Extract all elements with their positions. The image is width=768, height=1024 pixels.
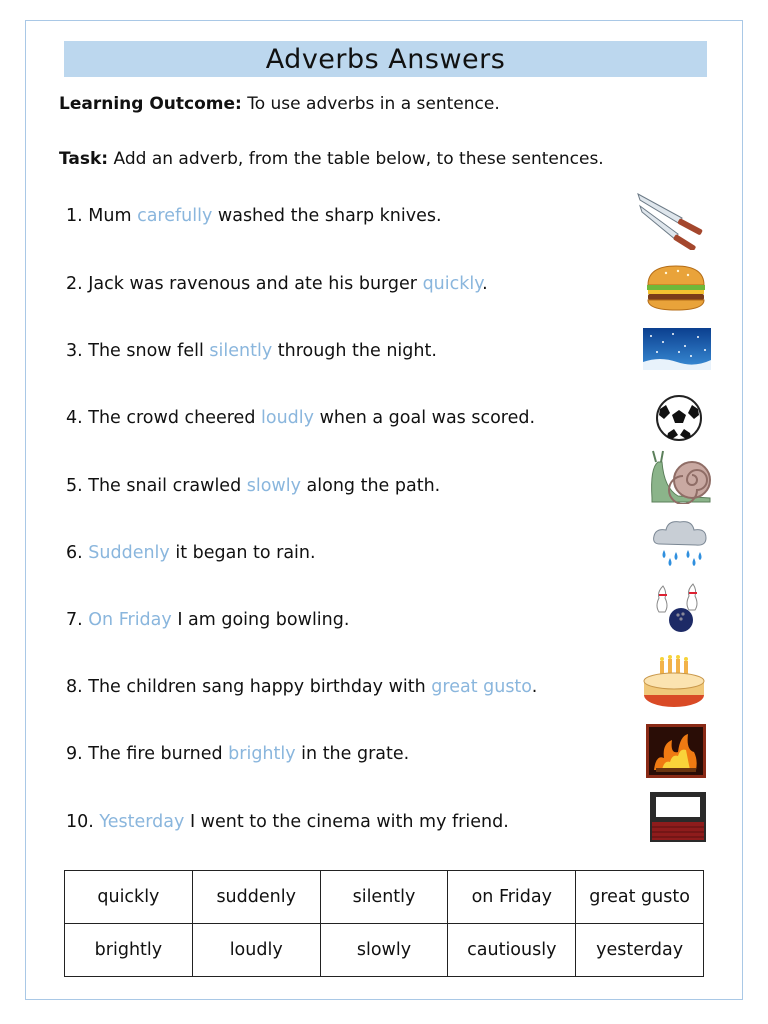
table-row	[65, 924, 704, 977]
sentence-adverb: On Friday	[88, 610, 172, 630]
sentence-number: 4.	[66, 408, 83, 428]
task-text: Add an adverb, from the table below, to these sentences.	[108, 149, 604, 169]
sentence-6	[66, 543, 316, 563]
sentence-number: 6.	[66, 543, 83, 563]
sentence-adverb: slowly	[246, 476, 301, 496]
sentence-number: 3.	[66, 341, 83, 361]
task-instruction	[59, 149, 604, 169]
burger-icon	[644, 263, 708, 313]
table-cell: great gusto	[576, 871, 704, 924]
sentence-adverb: brightly	[228, 744, 296, 764]
rain-cloud-icon	[650, 518, 710, 568]
table-row	[65, 871, 704, 924]
sentence-adverb: Suddenly	[88, 543, 170, 563]
sentence-adverb: loudly	[261, 408, 314, 428]
sentence-text: along the path.	[300, 476, 441, 496]
table-cell: quickly	[65, 871, 193, 924]
sentence-7	[66, 610, 349, 630]
sentence-text: I went to the cinema with my friend.	[184, 812, 509, 832]
sentence-text: in the grate.	[295, 744, 410, 764]
sentence-text: washed the sharp knives.	[212, 206, 442, 226]
cinema-icon	[650, 792, 706, 842]
sentence-text: it began to rain.	[169, 543, 316, 563]
sentence-adverb: carefully	[137, 206, 213, 226]
sentence-text: The children sang happy birthday with	[82, 677, 432, 697]
table-cell: cautiously	[448, 924, 576, 977]
sentence-text: Mum	[82, 206, 138, 226]
task-label: Task:	[59, 149, 109, 169]
sentence-number: 9.	[66, 744, 83, 764]
adverb-word-table	[64, 870, 704, 977]
sentence-9	[66, 744, 409, 764]
sentence-adverb: great gusto	[431, 677, 532, 697]
table-cell: suddenly	[192, 871, 320, 924]
sentence-adverb: quickly	[422, 274, 483, 294]
snail-icon	[648, 448, 712, 504]
fire-icon	[646, 724, 706, 778]
table-cell: yesterday	[576, 924, 704, 977]
bowling-icon	[655, 582, 705, 634]
snow-icon	[643, 328, 711, 370]
table-cell: on Friday	[448, 871, 576, 924]
table-cell: slowly	[320, 924, 448, 977]
sentence-number: 10.	[66, 812, 94, 832]
sentence-1	[66, 206, 442, 226]
table-cell: silently	[320, 871, 448, 924]
sentence-text: .	[482, 274, 488, 294]
sentence-2	[66, 274, 488, 294]
table-cell: loudly	[192, 924, 320, 977]
sentence-5	[66, 476, 440, 496]
sentence-text: .	[531, 677, 538, 697]
sentence-adverb: Yesterday	[99, 812, 185, 832]
sentence-text: The crowd cheered	[82, 408, 261, 428]
sentence-8	[66, 677, 537, 697]
table-cell: brightly	[65, 924, 193, 977]
birthday-cake-icon	[642, 655, 706, 711]
learning-outcome	[59, 94, 500, 114]
sentence-text: The snail crawled	[82, 476, 247, 496]
sentence-text: The fire burned	[82, 744, 229, 764]
sentence-text: I am going bowling.	[171, 610, 350, 630]
sentence-text: The snow fell	[82, 341, 210, 361]
learning-outcome-text: To use adverbs in a sentence.	[241, 94, 500, 114]
sentence-number: 2.	[66, 274, 83, 294]
football-icon	[654, 395, 704, 441]
sentence-10	[66, 812, 509, 832]
knives-icon	[636, 188, 712, 250]
sentence-text: Jack was ravenous and ate his burger	[82, 274, 423, 294]
sentence-number: 8.	[66, 677, 83, 697]
sentence-number: 7.	[66, 610, 83, 630]
page-title	[64, 41, 707, 77]
title-text: Adverbs Answers	[265, 43, 506, 75]
sentence-number: 5.	[66, 476, 83, 496]
sentence-number: 1.	[66, 206, 83, 226]
sentence-adverb: silently	[209, 341, 273, 361]
sentence-text: when a goal was scored.	[314, 408, 536, 428]
sentence-text: through the night.	[272, 341, 437, 361]
sentence-4	[66, 408, 535, 428]
sentence-3	[66, 341, 437, 361]
learning-outcome-label: Learning Outcome:	[59, 94, 242, 114]
